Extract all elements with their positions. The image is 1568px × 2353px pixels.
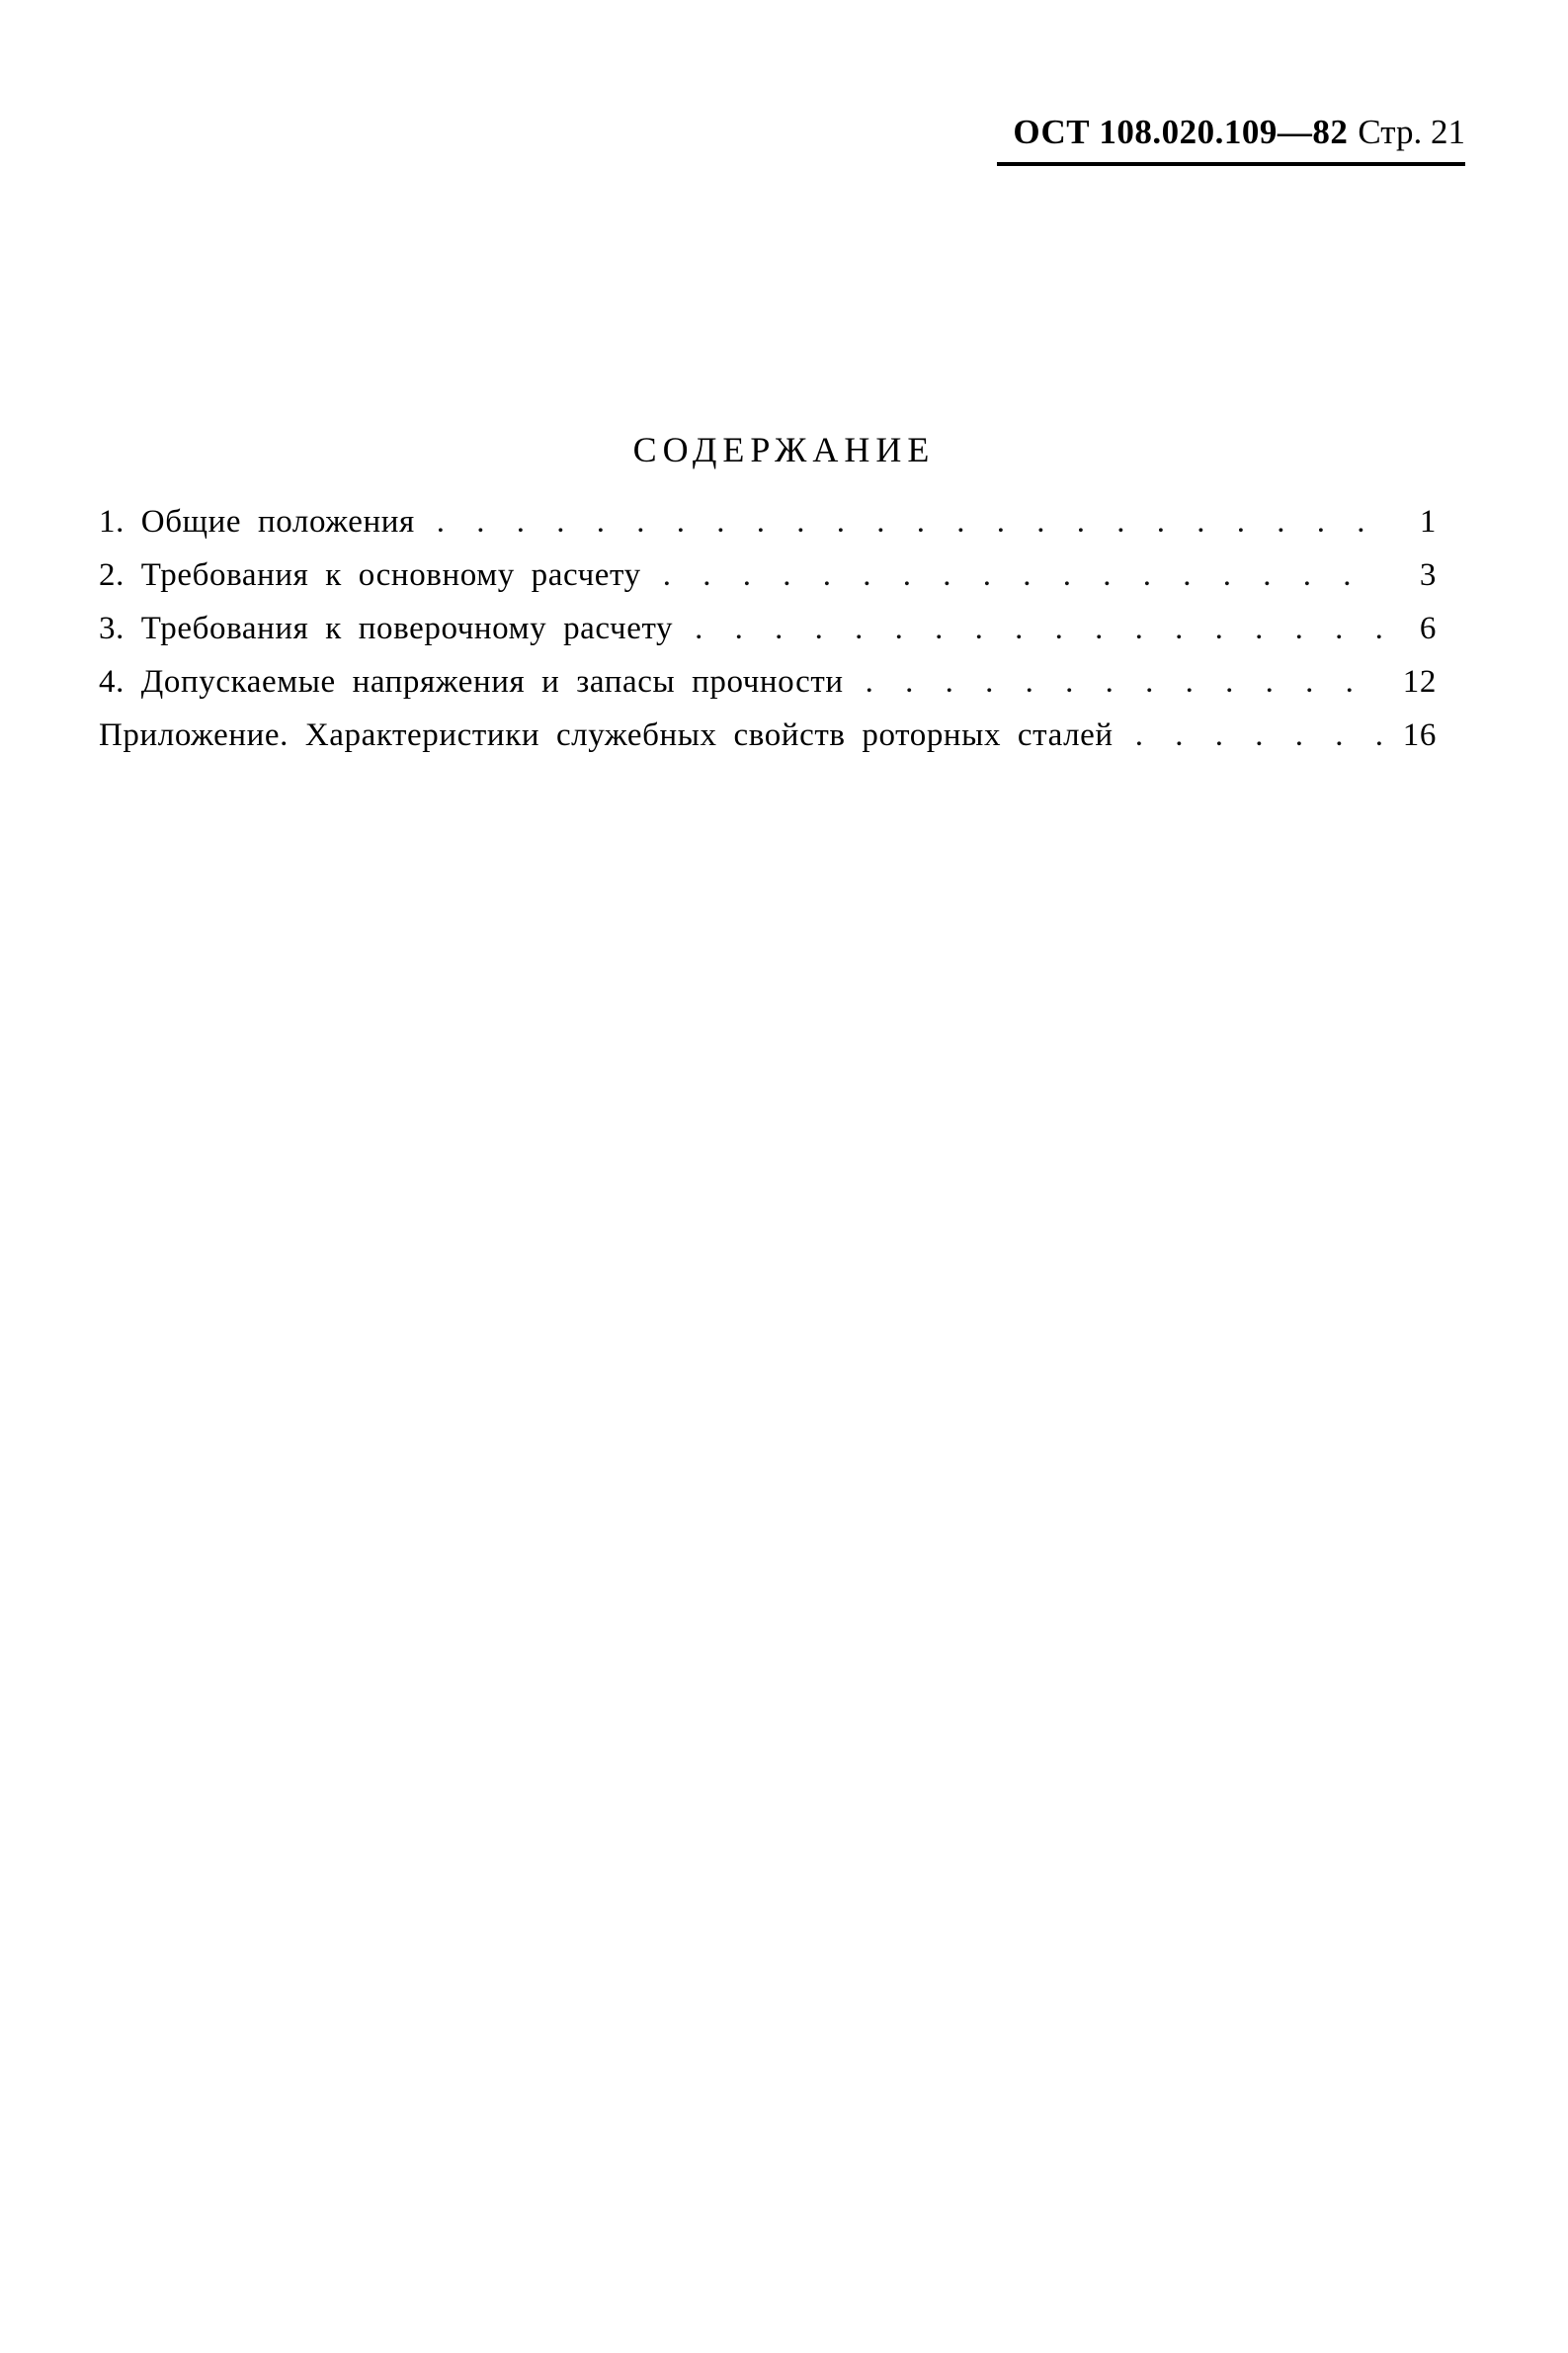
toc-entry (99, 717, 1437, 771)
toc-entry-page: 12 (1402, 664, 1437, 700)
toc-entry (99, 504, 1437, 557)
toc-entry-page: 3 (1419, 557, 1437, 593)
toc-entry-page: 1 (1419, 504, 1437, 540)
toc-entry-title: 2. Требования к основному расчету (99, 557, 641, 593)
toc-title: СОДЕРЖАНИЕ (632, 430, 936, 469)
toc-entry (99, 611, 1437, 664)
toc-leader-dots (663, 557, 1383, 594)
toc-entry-title: 4. Допускаемые напряжения и запасы прочности (99, 664, 844, 700)
toc-leader-dots (866, 664, 1383, 701)
document-code: ОСТ 108.020.109—82 (1013, 113, 1349, 151)
toc-entry-title: 1. Общие положения (99, 504, 415, 540)
toc-entry-title: 3. Требования к поверочному расчету (99, 611, 674, 646)
toc-entry (99, 664, 1437, 717)
table-of-contents (99, 504, 1437, 771)
toc-entry (99, 557, 1437, 611)
toc-leader-dots (695, 611, 1383, 647)
toc-entry-page: 6 (1419, 611, 1437, 646)
toc-entry-page: 16 (1402, 717, 1437, 753)
toc-leader-dots (437, 504, 1383, 541)
toc-leader-dots (1135, 717, 1383, 754)
page-header (1013, 115, 1465, 149)
header-underline (997, 162, 1465, 166)
page-number: Стр. 21 (1358, 113, 1465, 151)
toc-entry-title: Приложение. Характеристики служебных свойств роторных сталей (99, 717, 1114, 753)
